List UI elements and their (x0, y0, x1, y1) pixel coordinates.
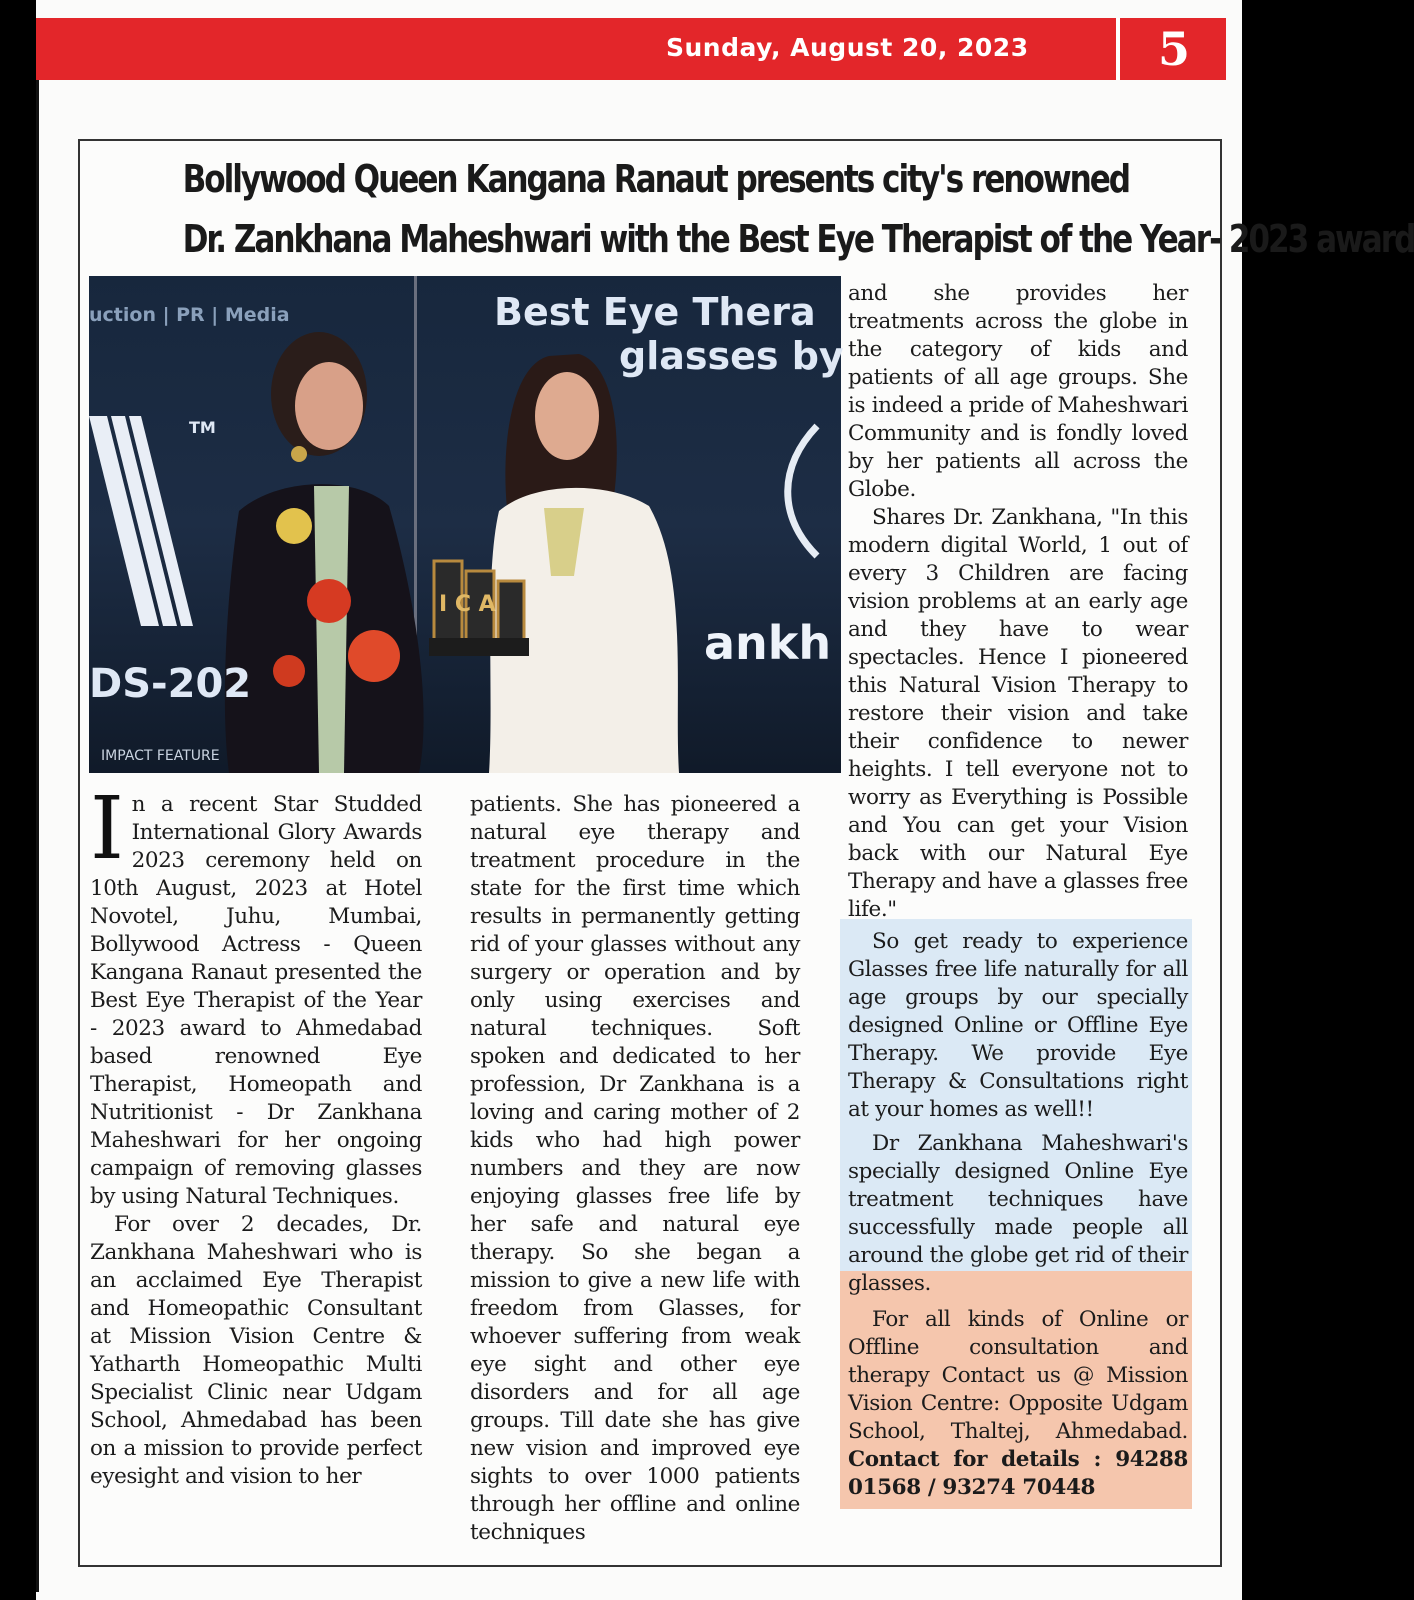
backdrop-title: Best Eye Thera (494, 290, 816, 334)
contact-address: For all kinds of Online or Offline consultation and therapy Contact us @ Mission Vision Centre: Opposite Udgam School, Thaltej, Ahmedabad. (848, 1307, 1188, 1444)
masthead-divider (1116, 18, 1120, 80)
trophy-letters: I C A (439, 592, 496, 617)
paragraph-4: and she provides her treatments across the globe in the category of kids and patients of all age groups. She is indeed a pride of Maheshwari Community and is fondly loved by her patients all across the Globe. (848, 281, 1188, 502)
masthead-bar (36, 18, 1226, 80)
presenter-figure (225, 332, 424, 773)
column-3 (848, 280, 1188, 1502)
headline (182, 149, 1414, 269)
paragraph-2: For over 2 decades, Dr. Zankhana Maheshwari who is an acclaimed Eye Therapist and Homeopathic Consultant at Mission Vision Centre & Yatharth Homeopathic Multi Specialist Clinic near Udgam School, Ahmedabad has been on a mission to provide perfect eyesight and vision to her (90, 1212, 422, 1489)
backdrop-subtitle: glasses by (619, 334, 844, 378)
backdrop-year: DS-202 (89, 661, 252, 707)
headline-line-2: Dr. Zankhana Maheshwari with the Best Eye Therapist of the Year- 2023 award (182, 217, 1414, 261)
page-number: 5 (1157, 22, 1190, 76)
article-frame (78, 139, 1414, 1567)
paragraph-3: patients. She has pioneered a natural eye therapy and treatment procedure in the state for the first time which results in permanently getting rid of your glasses without any surgery or operation and by only using exercises and natural techniques. Soft spoken and dedicated to her profession, Dr Zankhana is a loving and caring mother of 2 kids who had high power numbers and they are now enjoying glasses free life by her safe and natural eye therapy. So she began a mission to give a new life with freedom from Glasses, for whoever suffering from weak eye sight and other eye disorders and for all age groups. Till date she has give new vision and improved eye sights to over 1000 patients through her offline and online techniques (470, 792, 800, 1545)
paragraph-6: So get ready to experience Glasses free life naturally for all age groups by our specially designed Online or Offline Eye Therapy. We provide Eye Therapy & Consultations right at your homes as well!! (848, 929, 1188, 1122)
award-photo (89, 276, 844, 773)
column-2 (470, 791, 800, 1547)
backdrop-name: ankh (704, 616, 832, 670)
contact-phone: Contact for details : 94288 01568 / 93274 70448 (848, 1447, 1188, 1500)
photo-caption: IMPACT FEATURE (101, 748, 220, 764)
drop-cap: I (90, 779, 124, 879)
paragraph-8 (848, 1306, 1188, 1502)
column-1 (90, 779, 422, 1491)
recipient-figure (489, 354, 679, 773)
backdrop-tm: TM (189, 418, 216, 437)
stage-logo-icon (89, 416, 193, 626)
headline-line-1: Bollywood Queen Kangana Ranaut presents city's renowned (182, 157, 1130, 201)
paragraph-5: Shares Dr. Zankhana, "In this modern digital World, 1 out of every 3 Children are facing vision problems at an early age and they have to wear spectacles. Hence I pioneered this Natural Vision Therapy to restore their vision and take their confidence to newer heights. I tell everyone not to worry as Everything is Possible and You can get your Vision back with our Natural Eye Therapy and have a glasses free life." (848, 505, 1188, 922)
laurel-icon (788, 426, 817, 556)
paragraph-1: n a recent Star Studded International Glory Awards 2023 ceremony held on 10th August, 2023 at Hotel Novotel, Juhu, Mumbai, Bollywood Actress - Queen Kangana Ranaut presented the Best Eye Therapist of the Year - 2023 award to Ahmedabad based renowned Eye Therapist, Homeopath and Nutritionist - Dr Zankhana Maheshwari for her ongoing campaign of removing glasses by using Natural Techniques. (90, 792, 422, 1209)
paragraph-7: Dr Zankhana Maheshwari's specially designed Online Eye treatment techniques have successfully made people all around the globe get rid of their glasses. (848, 1131, 1188, 1296)
page-edge-rule (36, 80, 39, 1592)
issue-date: Sunday, August 20, 2023 (666, 33, 1029, 62)
backdrop-tagline: uction | PR | Media (89, 304, 290, 326)
